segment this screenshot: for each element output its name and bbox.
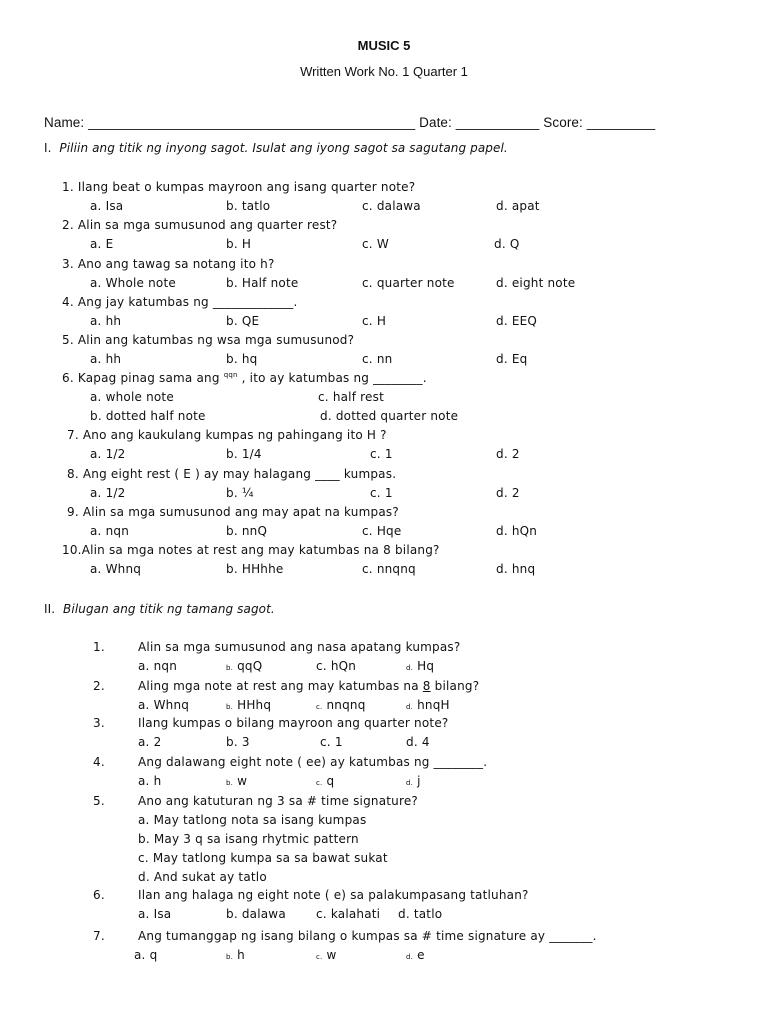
question-text: Alin sa mga notes at rest ang may katumbas na 8 bilang?: [81, 543, 440, 557]
answer-option: [226, 659, 262, 673]
answer-option: c. W: [362, 237, 389, 251]
option-value: Hq: [417, 659, 435, 673]
question-number: 7.: [67, 428, 79, 442]
option-letter: d.: [406, 779, 414, 787]
part1-number: I.: [44, 141, 52, 155]
question-text: Ang tumanggap ng isang bilang o kumpas sa # time signature ay _______.: [138, 929, 597, 943]
part1-question-2: [62, 218, 337, 232]
answer-option: a. E: [90, 237, 114, 251]
answer-option: b. hq: [226, 352, 258, 366]
question-text: Alin ang katumbas ng wsa mga sumusunod?: [77, 333, 355, 347]
answer-option: b. Half note: [226, 276, 299, 290]
answer-option: c. 1: [320, 735, 343, 749]
question-text: Ang dalawang eight note ( ee) ay katumbas ng ________.: [138, 755, 488, 769]
part1-question-4: [62, 295, 298, 309]
answer-option: [226, 774, 247, 788]
answer-option: c. half rest: [318, 390, 384, 404]
note-symbol: qqn: [223, 371, 238, 379]
answer-option: c. kalahati: [316, 907, 381, 921]
answer-option: d. apat: [496, 199, 540, 213]
answer-option: [406, 948, 425, 962]
answer-option: b. May 3 q sa isang rhytmic pattern: [138, 832, 359, 846]
answer-option: b. dotted half note: [90, 409, 206, 423]
option-letter: c.: [316, 779, 323, 787]
answer-option: b. nnQ: [226, 524, 268, 538]
answer-option: [316, 774, 334, 788]
answer-option: a. Whnq: [138, 698, 190, 712]
answer-option: b. 1/4: [226, 447, 262, 461]
answer-option: c. 1: [370, 447, 393, 461]
question-text: Kapag pinag sama ang: [77, 371, 220, 385]
answer-option: d. Q: [494, 237, 520, 251]
question-text: Alin sa mga sumusunod ang quarter rest?: [77, 218, 338, 232]
question-number: 1.: [62, 180, 74, 194]
question-text: Ano ang katuturan ng 3 sa # time signature?: [138, 794, 418, 808]
part1-question-5: [62, 333, 354, 347]
answer-option: a. Whnq: [90, 562, 142, 576]
question-text: Ano ang kaukulang kumpas ng pahingang ito H ?: [82, 428, 387, 442]
part1-question-7: [67, 428, 387, 442]
answer-option: a. Isa: [90, 199, 124, 213]
underlined-number: 8: [422, 679, 431, 693]
option-letter: c.: [316, 953, 323, 961]
option-value: HHhq: [237, 698, 272, 712]
question-text-end: bilang?: [434, 679, 480, 693]
answer-option: a. 2: [138, 735, 162, 749]
option-letter: d.: [406, 703, 414, 711]
question-text: Ilan ang halaga ng eight note ( e) sa palakumpasang tatluhan?: [138, 888, 529, 902]
answer-option: c. quarter note: [362, 276, 455, 290]
answer-option: a. Whole note: [90, 276, 176, 290]
answer-option: a. whole note: [90, 390, 174, 404]
part2-question-3: [138, 716, 448, 730]
part1-question-10: [62, 543, 440, 557]
answer-option: a. Isa: [138, 907, 172, 921]
question-text: Ang jay katumbas ng _____________.: [77, 295, 298, 309]
part1-question-8: [67, 467, 396, 481]
part1-question-9: [67, 505, 399, 519]
answer-option: d. EEQ: [496, 314, 538, 328]
question-number: 5.: [93, 794, 105, 808]
part2-instruction: Bilugan ang titik ng tamang sagot.: [63, 602, 275, 616]
answer-option: d. 2: [496, 486, 520, 500]
option-value: q: [326, 774, 335, 788]
option-letter: d.: [406, 664, 414, 672]
answer-option: a. hh: [90, 352, 122, 366]
answer-option: d. 4: [406, 735, 430, 749]
answer-option: c. May tatlong kumpa sa sa bawat sukat: [138, 851, 388, 865]
answer-option: a. q: [134, 948, 158, 962]
answer-option: a. nqn: [90, 524, 130, 538]
answer-option: d. hnq: [496, 562, 536, 576]
option-letter: b.: [226, 953, 234, 961]
part1-question-1: [62, 180, 415, 194]
part2-heading: [44, 602, 275, 616]
part2-question-2: [138, 679, 479, 693]
option-letter: b.: [226, 779, 234, 787]
answer-option: a. May tatlong nota sa isang kumpas: [138, 813, 367, 827]
answer-option: b. 3: [226, 735, 250, 749]
option-value: hnqH: [417, 698, 450, 712]
answer-option: a. hh: [90, 314, 122, 328]
answer-option: b. ¼: [226, 486, 254, 500]
question-number: 2.: [62, 218, 74, 232]
question-text: Ano ang tawag sa notang ito h?: [77, 257, 275, 271]
answer-option: c. hQn: [316, 659, 357, 673]
question-text: Aling mga note at rest ang may katumbas na: [138, 679, 419, 693]
answer-option: c. Hqe: [362, 524, 402, 538]
page-title: MUSIC 5: [357, 38, 411, 53]
question-number: 4.: [93, 755, 105, 769]
part2-question-7: [138, 929, 597, 943]
answer-option: d. tatlo: [398, 907, 443, 921]
answer-option: b. H: [226, 237, 252, 251]
answer-option: c. dalawa: [362, 199, 421, 213]
question-number: 2.: [93, 679, 105, 693]
name-date-score-line: Name: ___________________________________________ Date: ___________ Score: _________: [44, 115, 656, 130]
answer-option: b. HHhhe: [226, 562, 284, 576]
question-number: 6.: [62, 371, 74, 385]
part2-question-4: [138, 755, 487, 769]
option-letter: b.: [226, 664, 234, 672]
page-subtitle: Written Work No. 1 Quarter 1: [300, 64, 468, 79]
part2-question-6: [138, 888, 529, 902]
question-number: 9.: [67, 505, 79, 519]
answer-option: b. tatlo: [226, 199, 271, 213]
option-value: e: [417, 948, 425, 962]
answer-option: [316, 698, 366, 712]
option-letter: c.: [316, 703, 323, 711]
option-value: w: [237, 774, 248, 788]
question-text: Alin sa mga sumusunod ang may apat na kumpas?: [82, 505, 399, 519]
question-number: 3.: [93, 716, 105, 730]
option-value: h: [237, 948, 245, 962]
question-text: Ang eight rest ( E ) ay may halagang ____ kumpas.: [82, 467, 397, 481]
question-number: 5.: [62, 333, 74, 347]
answer-option: [406, 698, 450, 712]
answer-option: a. h: [138, 774, 162, 788]
option-value: qqQ: [237, 659, 263, 673]
part1-instruction: Piliin ang titik ng inyong sagot. Isulat ang iyong sagot sa sagutang papel.: [59, 141, 508, 155]
answer-option: c. 1: [370, 486, 393, 500]
question-text: Ilang beat o kumpas mayroon ang isang quarter note?: [77, 180, 416, 194]
answer-option: [406, 774, 421, 788]
answer-option: b. dalawa: [226, 907, 286, 921]
answer-option: d. dotted quarter note: [320, 409, 459, 423]
answer-option: d. hQn: [496, 524, 538, 538]
answer-option: d. eight note: [496, 276, 576, 290]
answer-option: a. 1/2: [90, 447, 126, 461]
question-number: 1.: [93, 640, 105, 654]
answer-option: c. H: [362, 314, 387, 328]
answer-option: d. 2: [496, 447, 520, 461]
answer-option: [226, 698, 271, 712]
part2-question-1: [138, 640, 460, 654]
option-value: nnqnq: [326, 698, 366, 712]
answer-option: [316, 948, 337, 962]
option-value: w: [326, 948, 337, 962]
question-number: 6.: [93, 888, 105, 902]
answer-option: [406, 659, 434, 673]
part2-number: II.: [44, 602, 56, 616]
question-text: Alin sa mga sumusunod ang nasa apatang kumpas?: [138, 640, 461, 654]
question-number: 8.: [67, 467, 79, 481]
answer-option: d. And sukat ay tatlo: [138, 870, 267, 884]
answer-option: [226, 948, 245, 962]
question-text-end: , ito ay katumbas ng ________.: [241, 371, 427, 385]
option-letter: d.: [406, 953, 414, 961]
answer-option: a. nqn: [138, 659, 178, 673]
question-text: Ilang kumpas o bilang mayroon ang quarter note?: [138, 716, 449, 730]
part1-heading: [44, 141, 508, 155]
answer-option: b. QE: [226, 314, 260, 328]
part1-question-6: [62, 371, 427, 385]
part2-question-5: [138, 794, 418, 808]
option-letter: b.: [226, 703, 234, 711]
part1-question-3: [62, 257, 275, 271]
answer-option: d. Eq: [496, 352, 528, 366]
question-number: 3.: [62, 257, 74, 271]
question-number: 4.: [62, 295, 74, 309]
answer-option: a. 1/2: [90, 486, 126, 500]
answer-option: c. nn: [362, 352, 393, 366]
question-number: 10.: [62, 543, 82, 557]
question-number: 7.: [93, 929, 105, 943]
option-value: j: [417, 774, 421, 788]
answer-option: c. nnqnq: [362, 562, 416, 576]
